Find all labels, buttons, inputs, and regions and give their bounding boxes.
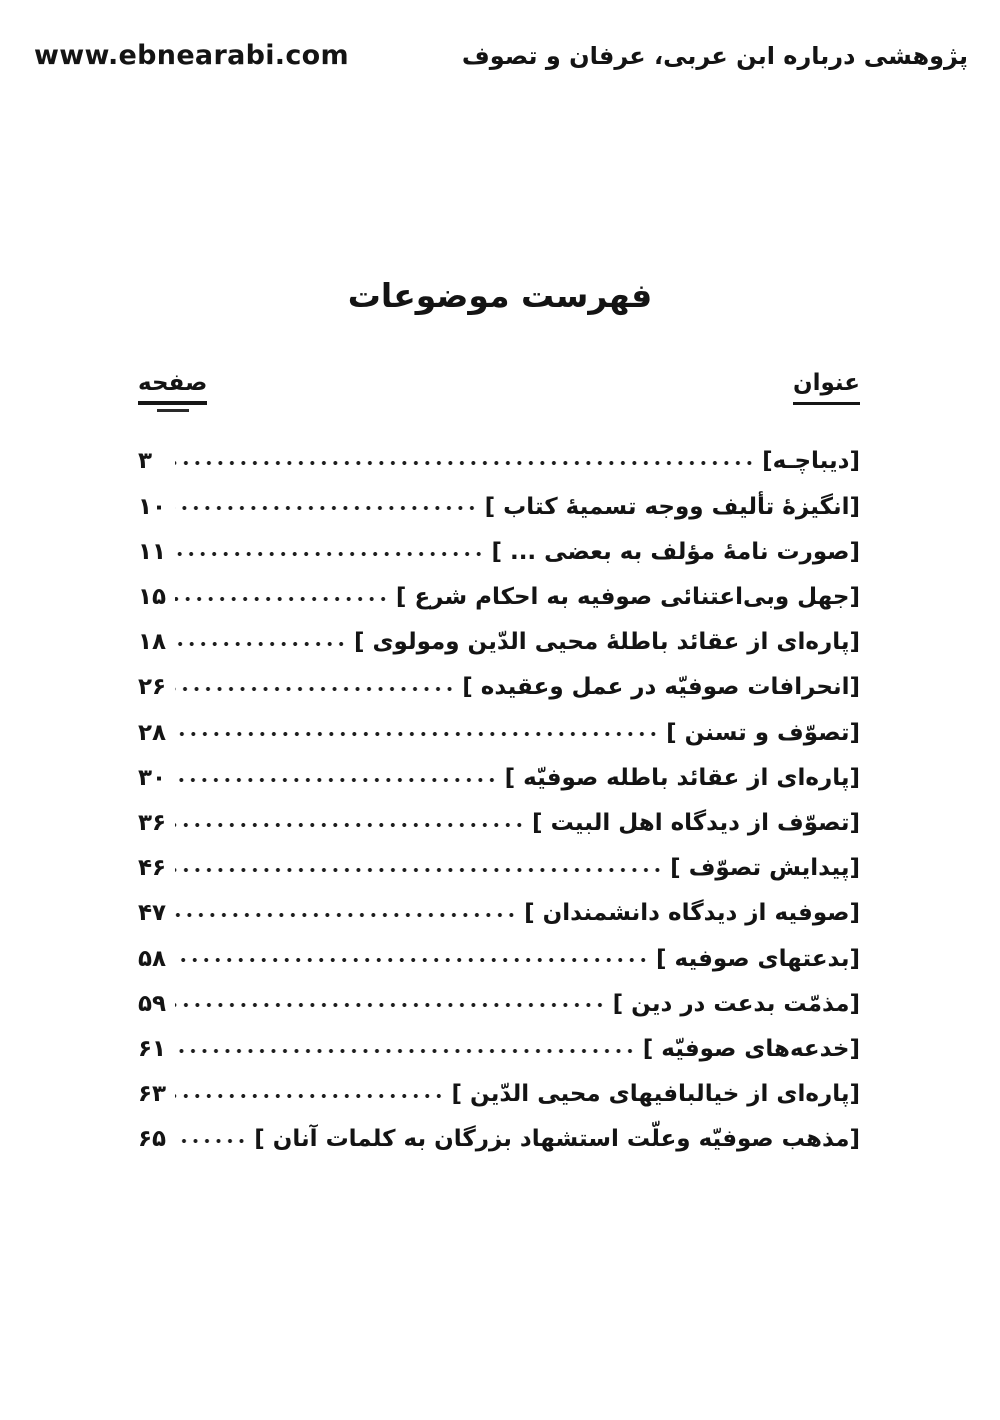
dotted-leader [175,864,663,876]
toc-entry-page: ۴۷ [138,900,167,927]
toc-entry-page: ۳۶ [138,809,167,836]
toc-entry-page: ۳۰ [138,764,167,791]
toc-entry-page: ۶۱ [138,1035,167,1062]
toc-entry-title: [جهل وبی‌اعتنائی صوفیه به احکام شرع ] [395,584,860,610]
toc-entry [138,1018,860,1063]
toc-entry-title: [خدعه‌های صوفیّه ] [642,1035,860,1062]
toc-entry [138,521,860,566]
toc-entry-title: [تصوّف از دیدگاه اهل البیت ] [532,809,860,836]
toc-entry-page: ۴۶ [138,855,167,882]
dotted-leader [175,819,525,831]
dotted-leader [175,728,659,740]
book-title-text: پژوهشی درباره ابن عربی، عرفان و تصوف [461,42,968,70]
toc-entry [138,928,860,973]
toc-entry-page: ۱۵ [138,584,167,610]
running-head [34,40,968,71]
dotted-leader [175,774,498,786]
dotted-leader [175,909,517,921]
toc-entry [138,883,860,928]
toc-entry-page: ۳ [138,448,153,475]
toc-entry-page: ۵۹ [138,990,167,1017]
column-header-title: عنوان [793,370,860,405]
site-url-text: www.ebnearabi.com [34,40,349,71]
toc-entry-title: [دیباچـه] [762,448,860,475]
toc-entry [138,431,860,476]
dotted-leader [175,457,755,469]
toc-entry-title: [پاره‌ای از عقائد باطله صوفیّه ] [504,764,860,791]
dotted-leader [175,683,455,695]
dotted-leader [175,638,347,650]
toc-entry-page: ۵۸ [138,945,167,972]
dotted-leader [175,999,606,1011]
table-of-contents [138,370,860,1154]
toc-entry-title: [مذهب صوفیّه وعلّت استشهاد بزرگان به کلمات آنان ] [254,1126,860,1153]
toc-entry [138,838,860,883]
toc-entry-page: ۶۵ [138,1126,167,1153]
dotted-leader [175,1045,636,1057]
toc-entry-title: [انگیزهٔ تألیف ووجه تسمیهٔ کتاب ] [484,493,860,520]
toc-entry [138,973,860,1018]
toc-entry-title: [پاره‌ای از خیالبافیهای محیی الدّین ] [451,1081,860,1108]
toc-entry-title: [انحرافات صوفیّه در عمل وعقیده ] [462,674,860,701]
column-header-page: صفحه [138,370,207,405]
toc-entry-page: ۲۸ [138,719,167,746]
toc-entry-title: [صورت نامهٔ مؤلف به بعضی ... ] [491,538,860,565]
toc-entry-list [138,431,860,1154]
toc-entry-title: [بدعتهای صوفیه ] [655,945,860,972]
toc-column-headers [138,370,860,405]
toc-entry [138,1109,860,1154]
toc-entry [138,1064,860,1109]
toc-entry-page: ۶۳ [138,1081,167,1108]
dotted-leader [175,502,478,514]
toc-entry-page: ۱۸ [138,629,167,656]
toc-entry [138,747,860,792]
dotted-leader [175,1090,445,1102]
dotted-leader [175,1135,247,1147]
toc-heading: فهرست موضوعات [347,276,653,315]
toc-entry-page: ۱۱ [138,538,167,565]
toc-entry [138,793,860,838]
toc-entry [138,612,860,657]
toc-entry-title: [تصوّف و تسنن ] [666,719,860,746]
dotted-leader [175,954,649,966]
toc-entry-page: ۲۶ [138,674,167,701]
dotted-leader [175,593,389,605]
toc-entry [138,702,860,747]
toc-entry-title: [پیدایش تصوّف ] [670,855,860,882]
dotted-leader [175,548,484,560]
toc-entry [138,567,860,612]
toc-entry [138,657,860,702]
toc-entry-page: ۱۰ [138,493,167,520]
toc-entry-title: [صوفیه از دیدگاه دانشمندان ] [524,900,860,927]
toc-entry [138,476,860,521]
toc-entry-title: [مذمّت بدعت در دین ] [612,990,860,1017]
toc-entry-title: [پاره‌ای از عقائد باطلهٔ محیی الدّین ومولوی ] [353,629,860,656]
